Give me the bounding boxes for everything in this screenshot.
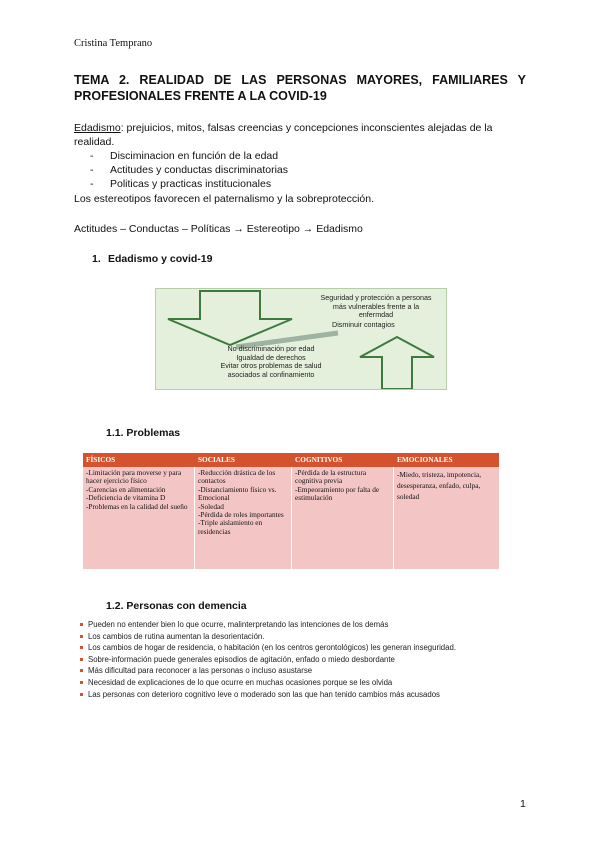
diagram-text-line: Evitar otros problemas de salud xyxy=(220,361,322,370)
list-item xyxy=(80,643,472,653)
up-arrow-icon xyxy=(360,337,434,389)
section-number: 1. xyxy=(92,253,101,265)
list-item-text: Las personas con deterioro cognitivo leve o moderado son las que han tenido cambios más acusados xyxy=(88,689,440,699)
cell-line: -Carencias en alimentación xyxy=(86,484,166,494)
diagram-top-text xyxy=(306,294,446,320)
page-number: 1 xyxy=(520,798,526,810)
diagram-bottom-text xyxy=(206,345,336,379)
bullet-text: Politicas y practicas institucionales xyxy=(110,178,272,190)
bullet-icon xyxy=(80,646,83,649)
section-1-heading xyxy=(92,253,212,265)
title-line-1: TEMA 2. REALIDAD DE LAS PERSONAS MAYORES, FAMILIARES Y xyxy=(74,73,526,87)
list-item xyxy=(80,678,472,688)
list-item xyxy=(80,690,472,700)
bullet-icon xyxy=(80,635,83,638)
list-item-text: Sobre-información puede generales episodios de agitación, enfado o miedo desbordante xyxy=(88,654,395,664)
edadismo-definition-text: : prejuicios, mitos, falsas creencias y concepciones inconscientes alejadas de la realidad. xyxy=(74,122,493,148)
table-cell xyxy=(292,467,393,503)
diagram-text-line: asociados al confinamiento xyxy=(227,369,315,379)
list-item: - Politicas y practicas institucionales xyxy=(90,178,272,190)
list-item-text: Los cambios de hogar de residencia, o habitación (en los centros gerontológicos) les generan inseguridad. xyxy=(88,643,456,653)
section-1-1-heading: 1.1. Problemas xyxy=(106,427,181,439)
table-header-cell: COGNITIVOS xyxy=(295,455,343,464)
dementia-list xyxy=(80,620,472,701)
cell-line: -Pérdida de la estructura cognitiva previa xyxy=(295,468,367,486)
bullet-icon xyxy=(80,681,83,684)
list-item-text: Los cambios de rutina aumentan la desorientación. xyxy=(88,631,265,641)
down-arrow-icon xyxy=(168,291,292,345)
diagram-text-line: enfermdad xyxy=(358,310,394,319)
edadismo-term: Edadismo xyxy=(74,122,121,134)
section-title: Edadismo y covid-19 xyxy=(108,253,213,265)
cell-line: -Miedo, tristeza, impotencia, desesperanza, enfado, culpa, soledad xyxy=(397,470,482,501)
list-item xyxy=(80,655,472,665)
cell-line: -Problemas en la calidad del sueño xyxy=(86,501,188,511)
title-line-2: PROFESIONALES FRENTE A LA COVID-19 xyxy=(74,89,327,103)
list-item-text: Más dificultad para reconocer a las personas o incluso asustarse xyxy=(88,666,313,676)
cell-line: -Limitación para moverse y para hacer ejercicio físico xyxy=(86,468,182,486)
bullet-icon xyxy=(80,669,83,672)
cell-line: -Distanciamiento físico vs. Emocional xyxy=(198,484,277,503)
edadismo-definition xyxy=(74,121,526,149)
table-column-fisicos xyxy=(83,453,194,569)
cell-line: -Deficiencia de vitamina D xyxy=(86,493,166,503)
bullet-text: Actitudes y conductas discriminatorias xyxy=(110,164,288,176)
diagram-reduce-text: Disminuir contagios xyxy=(332,320,395,329)
table-header-cell: FÍSICOS xyxy=(86,455,116,464)
bullet-icon xyxy=(80,658,83,661)
table-column-emocionales xyxy=(394,453,499,569)
list-item-text: Necesidad de explicaciones de lo que ocurre en muchas ocasiones porque se les olvida xyxy=(88,677,393,687)
author-name: Cristina Temprano xyxy=(74,38,153,49)
edadismo-chain: Actitudes – Conductas – Políticas → Estereotipo → Edadismo xyxy=(74,223,363,235)
table-cell xyxy=(83,467,194,511)
bullet-text: Disciminacion en función de la edad xyxy=(110,150,279,162)
list-item: - Actitudes y conductas discriminatorias xyxy=(90,164,288,176)
bullet-icon xyxy=(80,623,83,626)
section-1-2-heading: 1.2. Personas con demencia xyxy=(106,600,247,612)
cell-line: -Triple aislamiento en residencias xyxy=(198,518,263,536)
document-title xyxy=(74,72,526,104)
table-column-cognitivos xyxy=(292,453,393,569)
cell-line: -Empeoramiento por falta de estimulación xyxy=(295,484,380,503)
diagram-text-line: No discriminación por edad xyxy=(227,344,315,353)
table-header-cell: SOCIALES xyxy=(198,455,235,464)
cell-line: -Pérdida de roles importantes xyxy=(198,510,284,520)
table-cell xyxy=(394,467,499,502)
table-cell xyxy=(195,467,291,536)
table-header-cell: EMOCIONALES xyxy=(397,455,453,464)
problems-table xyxy=(83,453,499,569)
list-item xyxy=(80,666,472,676)
edadismo-diagram xyxy=(155,288,447,390)
list-item xyxy=(80,620,472,630)
list-item: - Disciminacion en función de la edad xyxy=(90,150,279,162)
diagram-text-line: Igualdad de derechos xyxy=(236,352,306,362)
cell-line: -Soledad xyxy=(198,501,224,511)
table-column-sociales xyxy=(195,453,291,569)
stereotypes-note: Los estereotipos favorecen el paternalismo y la sobreprotección. xyxy=(74,193,374,205)
diagram-text-line: más vulnerables frente a la xyxy=(332,301,420,311)
diagram-text-line: Seguridad y protección a personas xyxy=(320,293,432,302)
list-item-text: Pueden no entender bien lo que ocurre, malinterpretando las intenciones de los demás xyxy=(88,620,389,629)
cell-line: -Reducción drástica de los contactos xyxy=(198,468,276,486)
bullet-icon xyxy=(80,693,83,696)
list-item xyxy=(80,632,472,642)
